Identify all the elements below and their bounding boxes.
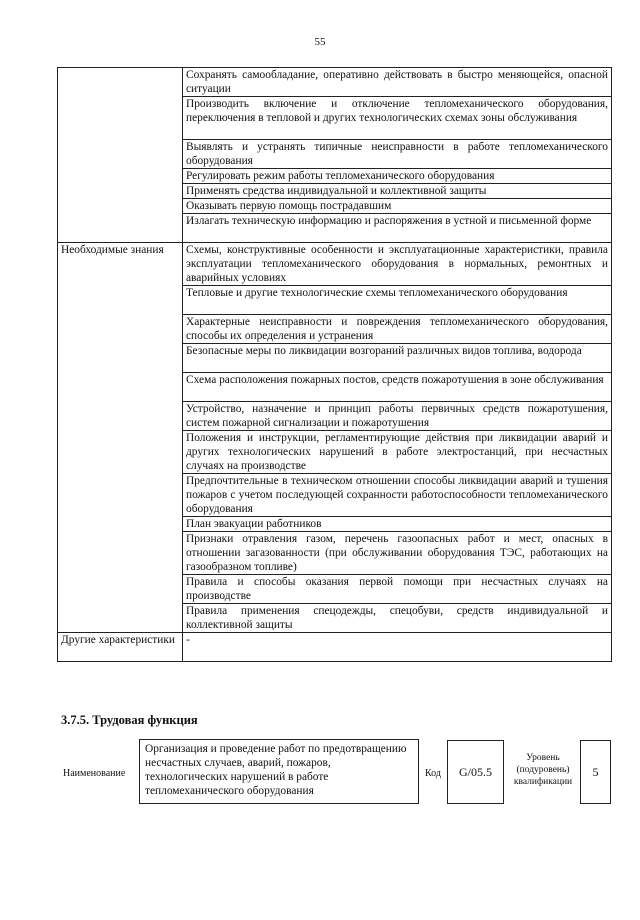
page-number: 55 bbox=[314, 36, 326, 48]
other-value: - bbox=[183, 633, 612, 662]
skill-item: Сохранять самообладание, оперативно действовать в быстро меняющейся, опасной ситуации bbox=[183, 68, 612, 97]
knowledge-item: Устройство, назначение и принцип работы первичных средств пожаротушения, систем пожарной сигнализации и пожаротушения bbox=[183, 402, 612, 431]
knowledge-item: Признаки отравления газом, перечень газоопасных работ и мест, опасных в отношении загазованности (при обслуживании оборудования ТЭС, работающих на газообразном топливе) bbox=[183, 532, 612, 575]
knowledge-item: План эвакуации работников bbox=[183, 517, 612, 532]
knowledge-item: Предпочтительные в техническом отношении способы ликвидации аварий и тушения пожаров с учетом последующей сохранности работоспособности тепломеханического оборудования bbox=[183, 474, 612, 517]
skill-row bbox=[58, 68, 612, 97]
knowledge-item: Схема расположения пожарных постов, средств пожаротушения в зоне обслуживания bbox=[183, 373, 612, 402]
knowledge-row bbox=[58, 243, 612, 286]
other-label: Другие характеристики bbox=[58, 633, 183, 662]
level-label: Уровень (подуровень) квалификации bbox=[513, 753, 573, 787]
skill-item: Применять средства индивидуальной и коллективной защиты bbox=[183, 184, 612, 199]
section-title: 3.7.5. Трудовая функция bbox=[61, 713, 198, 727]
code-value-box: G/05.5 bbox=[447, 740, 504, 804]
knowledge-item: Характерные неисправности и повреждения тепломеханического оборудования, способы их определения и устранения bbox=[183, 315, 612, 344]
level-value-box: 5 bbox=[580, 740, 611, 804]
name-value-box: Организация и проведение работ по предотвращению несчастных случаев, аварий, пожаров, технологических нарушений в работе тепломеханического оборудования bbox=[139, 739, 419, 804]
knowledge-item: Правила применения спецодежды, спецобуви, средств индивидуальной и коллективной защиты bbox=[183, 604, 612, 633]
skill-item: Регулировать режим работы тепломеханического оборудования bbox=[183, 169, 612, 184]
skill-item: Выявлять и устранять типичные неисправности в работе тепломеханического оборудования bbox=[183, 140, 612, 169]
code-label: Код bbox=[425, 768, 441, 779]
name-label: Наименование bbox=[63, 768, 126, 779]
knowledge-item: Тепловые и другие технологические схемы тепломеханического оборудования bbox=[183, 286, 612, 315]
skills-label-cell bbox=[58, 68, 183, 243]
skill-item: Производить включение и отключение тепломеханического оборудования, переключения в тепловой и других технологических схемах зоны обслуживания bbox=[183, 97, 612, 140]
knowledge-label: Необходимые знания bbox=[58, 243, 183, 633]
knowledge-item: Безопасные меры по ликвидации возгораний различных видов топлива, водорода bbox=[183, 344, 612, 373]
knowledge-item: Схемы, конструктивные особенности и эксплуатационные характеристики, правила эксплуатации тепломеханического оборудования в нормальных, ремонтных и аварийных условиях bbox=[183, 243, 612, 286]
other-row bbox=[58, 633, 612, 662]
knowledge-item: Правила и способы оказания первой помощи при несчастных случаях на производстве bbox=[183, 575, 612, 604]
requirements-table bbox=[57, 67, 612, 662]
skill-item: Излагать техническую информацию и распоряжения в устной и письменной форме bbox=[183, 214, 612, 243]
knowledge-item: Положения и инструкции, регламентирующие действия при ликвидации аварий и других технологических нарушений в работе электростанций, при несчастных случаях на производстве bbox=[183, 431, 612, 474]
skill-item: Оказывать первую помощь пострадавшим bbox=[183, 199, 612, 214]
